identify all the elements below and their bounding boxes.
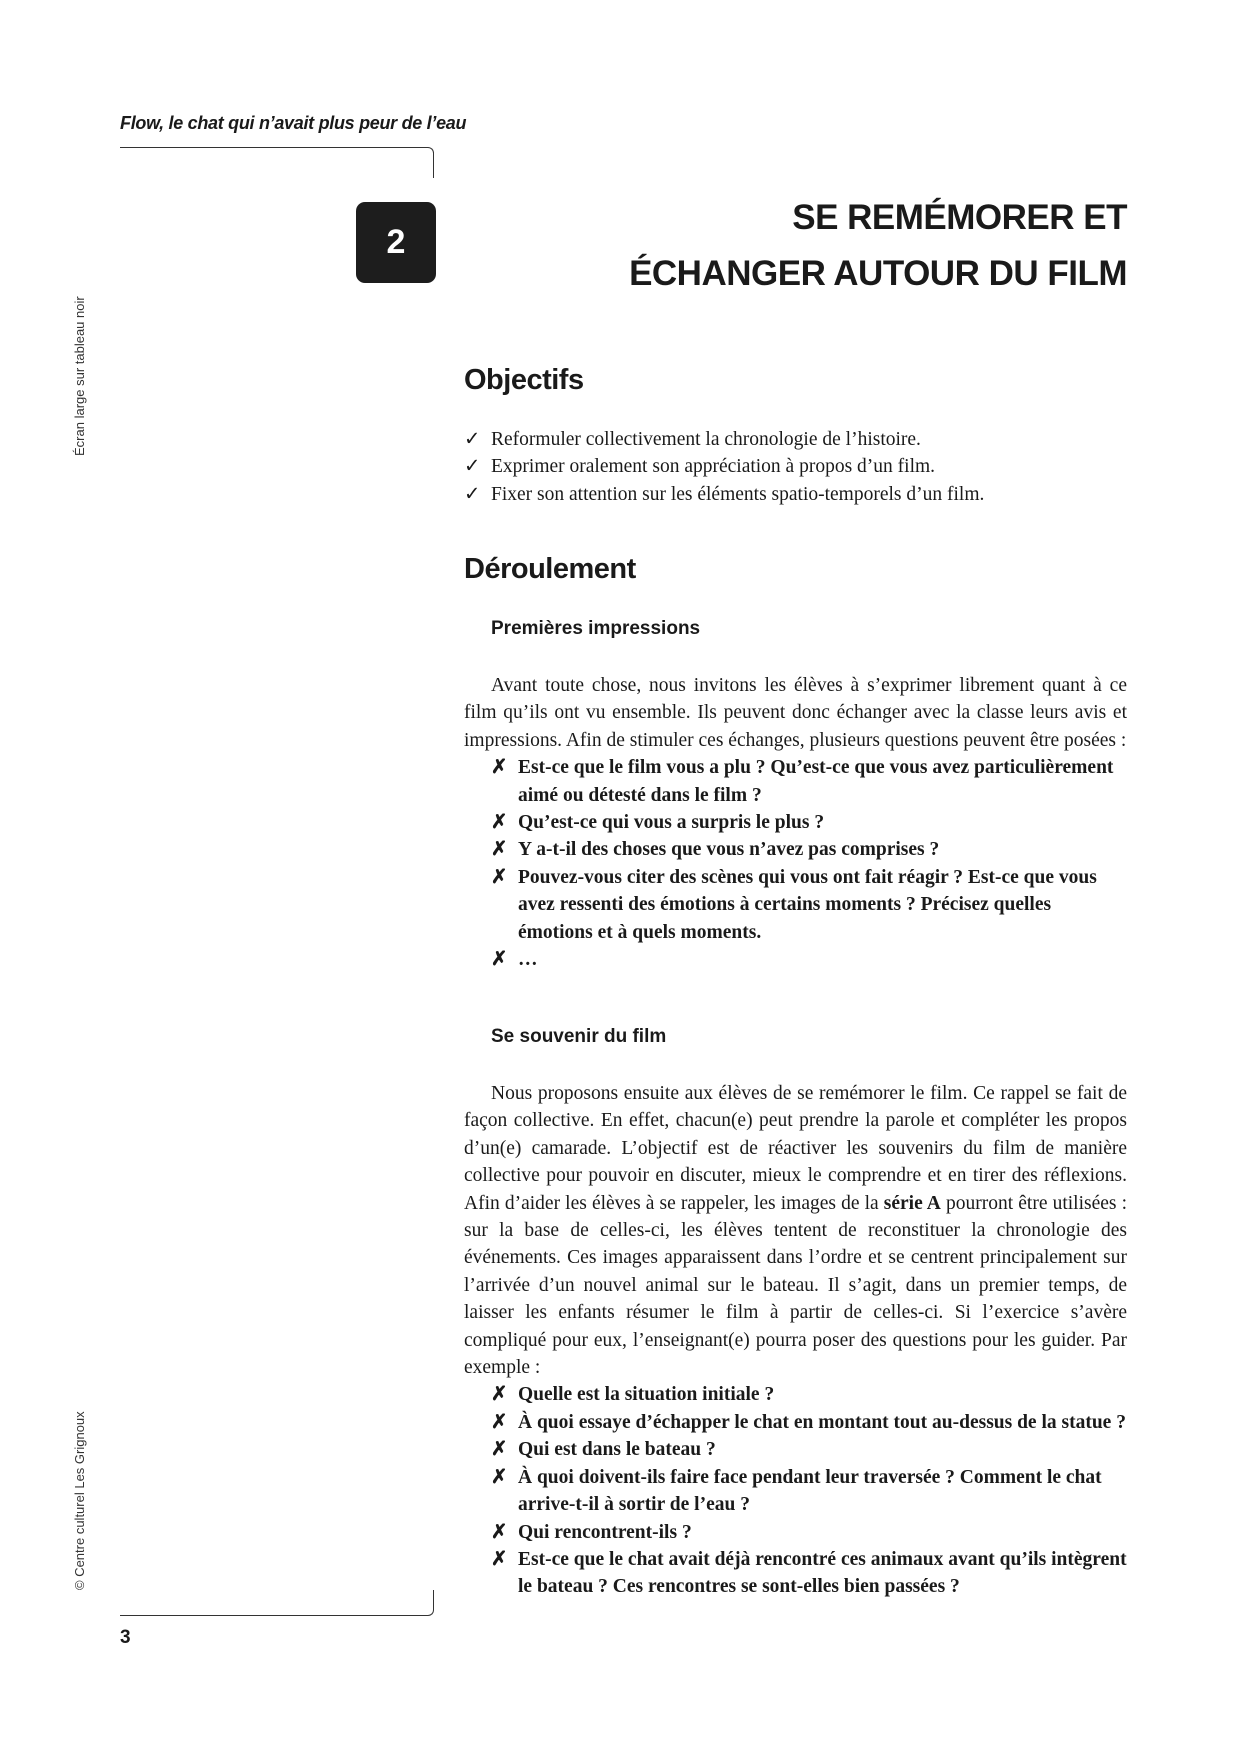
chapter-title-line2: ÉCHANGER AUTOUR DU FILM <box>629 254 1127 293</box>
cross-icon: ✗ <box>491 1439 508 1461</box>
cross-icon: ✗ <box>491 1466 508 1488</box>
objectifs-heading: Objectifs <box>464 364 584 396</box>
chapter-number: 2 <box>386 223 406 261</box>
list-item: ✗ Y a-t-il des choses que vous n’avez pas comprises ? <box>491 836 1127 863</box>
cross-icon: ✗ <box>491 839 508 861</box>
list-item: ✗ Est-ce que le chat avait déjà rencontré ces animaux avant qu’ils intègrent le bateau ? Ces rencontres se sont-elles bien passées ? <box>491 1546 1127 1601</box>
footer-bracket-divider <box>120 1590 434 1616</box>
chapter-title <box>629 190 1127 302</box>
list-item: ✓ Fixer son attention sur les éléments spatio-temporels d’un film. <box>464 481 1127 508</box>
list-item: ✗ À quoi doivent-ils faire face pendant leur traversée ? Comment le chat arrive-t-il à sortir de l’eau ? <box>491 1464 1127 1519</box>
cross-icon: ✗ <box>491 1384 508 1406</box>
list-item: ✗ Qui est dans le bateau ? <box>491 1436 1127 1463</box>
objectifs-list <box>464 426 1127 508</box>
cross-icon: ✗ <box>491 812 508 834</box>
list-item: ✗ Pouvez-vous citer des scènes qui vous ont fait réagir ? Est-ce que vous avez ressenti des émotions à certains moments ? Précisez quelles émotions et à quels moments. <box>491 864 1127 946</box>
cross-icon: ✗ <box>491 866 508 888</box>
header-bracket-divider <box>120 147 434 178</box>
check-icon: ✓ <box>464 483 481 505</box>
check-icon: ✓ <box>464 429 481 450</box>
page-number: 3 <box>120 1627 131 1648</box>
paragraph: Avant toute chose, nous invitons les élèves à s’exprimer librement quant à ce film qu’ils ont vu ensemble. Ils peuvent donc échanger avec la classe leurs avis et impressions. Afin de stimuler ces échanges, plusieurs questions peuvent être posées : <box>464 675 1127 751</box>
cross-icon: ✗ <box>491 1548 508 1570</box>
side-label-copyright: © Centre culturel Les Grignoux <box>72 1411 87 1590</box>
section-heading-souvenir: Se souvenir du film <box>491 1026 667 1047</box>
paragraph: Nous proposons ensuite aux élèves de se remémorer le film. Ce rappel se fait de façon collective. En effet, chacun(e) peut prendre la parole et compléter les propos d’un(e) camarade. L’objectif est de réactiver les souvenirs du film de manière collective pour pouvoir en discuter, mieux le comprendre et en tirer des réflexions. Afin d’aider les élèves à se rappeler, les images de la série A pourront être utilisées : sur la base de celles-ci, les élèves tentent de reconstituer la chronologie des événements. Ces images apparaissent dans l’ordre et se centrent principalement sur l’arrivée d’un nouvel animal sur le bateau. Il s’agit, dans un premier temps, de laisser les enfants résumer le film à partir de celles-ci. Si l’exercice s’avère compliqué pour eux, l’enseignant(e) pourra poser des questions pour les guider. Par exemple : <box>464 1083 1128 1379</box>
section-souvenir <box>464 1080 1127 1601</box>
questions-list <box>491 1381 1127 1600</box>
list-item: ✗ … <box>491 946 1127 973</box>
side-label-top: Écran large sur tableau noir <box>72 296 87 456</box>
cross-icon: ✗ <box>491 1411 508 1433</box>
cross-icon: ✗ <box>491 757 508 779</box>
list-item: ✓ Reformuler collectivement la chronologie de l’histoire. <box>464 426 1127 453</box>
running-title: Flow, le chat qui n’avait plus peur de l’eau <box>120 113 467 133</box>
list-item: ✗ Quelle est la situation initiale ? <box>491 1381 1127 1408</box>
list-item: ✓ Exprimer oralement son appréciation à propos d’un film. <box>464 453 1127 480</box>
list-item: ✗ À quoi essaye d’échapper le chat en montant tout au-dessus de la statue ? <box>491 1409 1127 1436</box>
chapter-title-line1: SE REMÉMORER ET <box>792 198 1127 237</box>
section-impressions <box>464 672 1127 973</box>
deroulement-heading: Déroulement <box>464 553 636 585</box>
list-item: ✗ Est-ce que le film vous a plu ? Qu’est-ce que vous avez particulièrement aimé ou détesté dans le film ? <box>491 754 1127 809</box>
questions-list <box>491 754 1127 973</box>
chapter-number-badge <box>356 202 436 283</box>
cross-icon: ✗ <box>491 949 508 971</box>
list-item: ✗ Qu’est-ce qui vous a surpris le plus ? <box>491 809 1127 836</box>
check-icon: ✓ <box>464 456 481 478</box>
list-item: ✗ Qui rencontrent-ils ? <box>491 1519 1127 1546</box>
section-heading-impressions: Premières impressions <box>491 618 701 639</box>
cross-icon: ✗ <box>491 1521 508 1543</box>
